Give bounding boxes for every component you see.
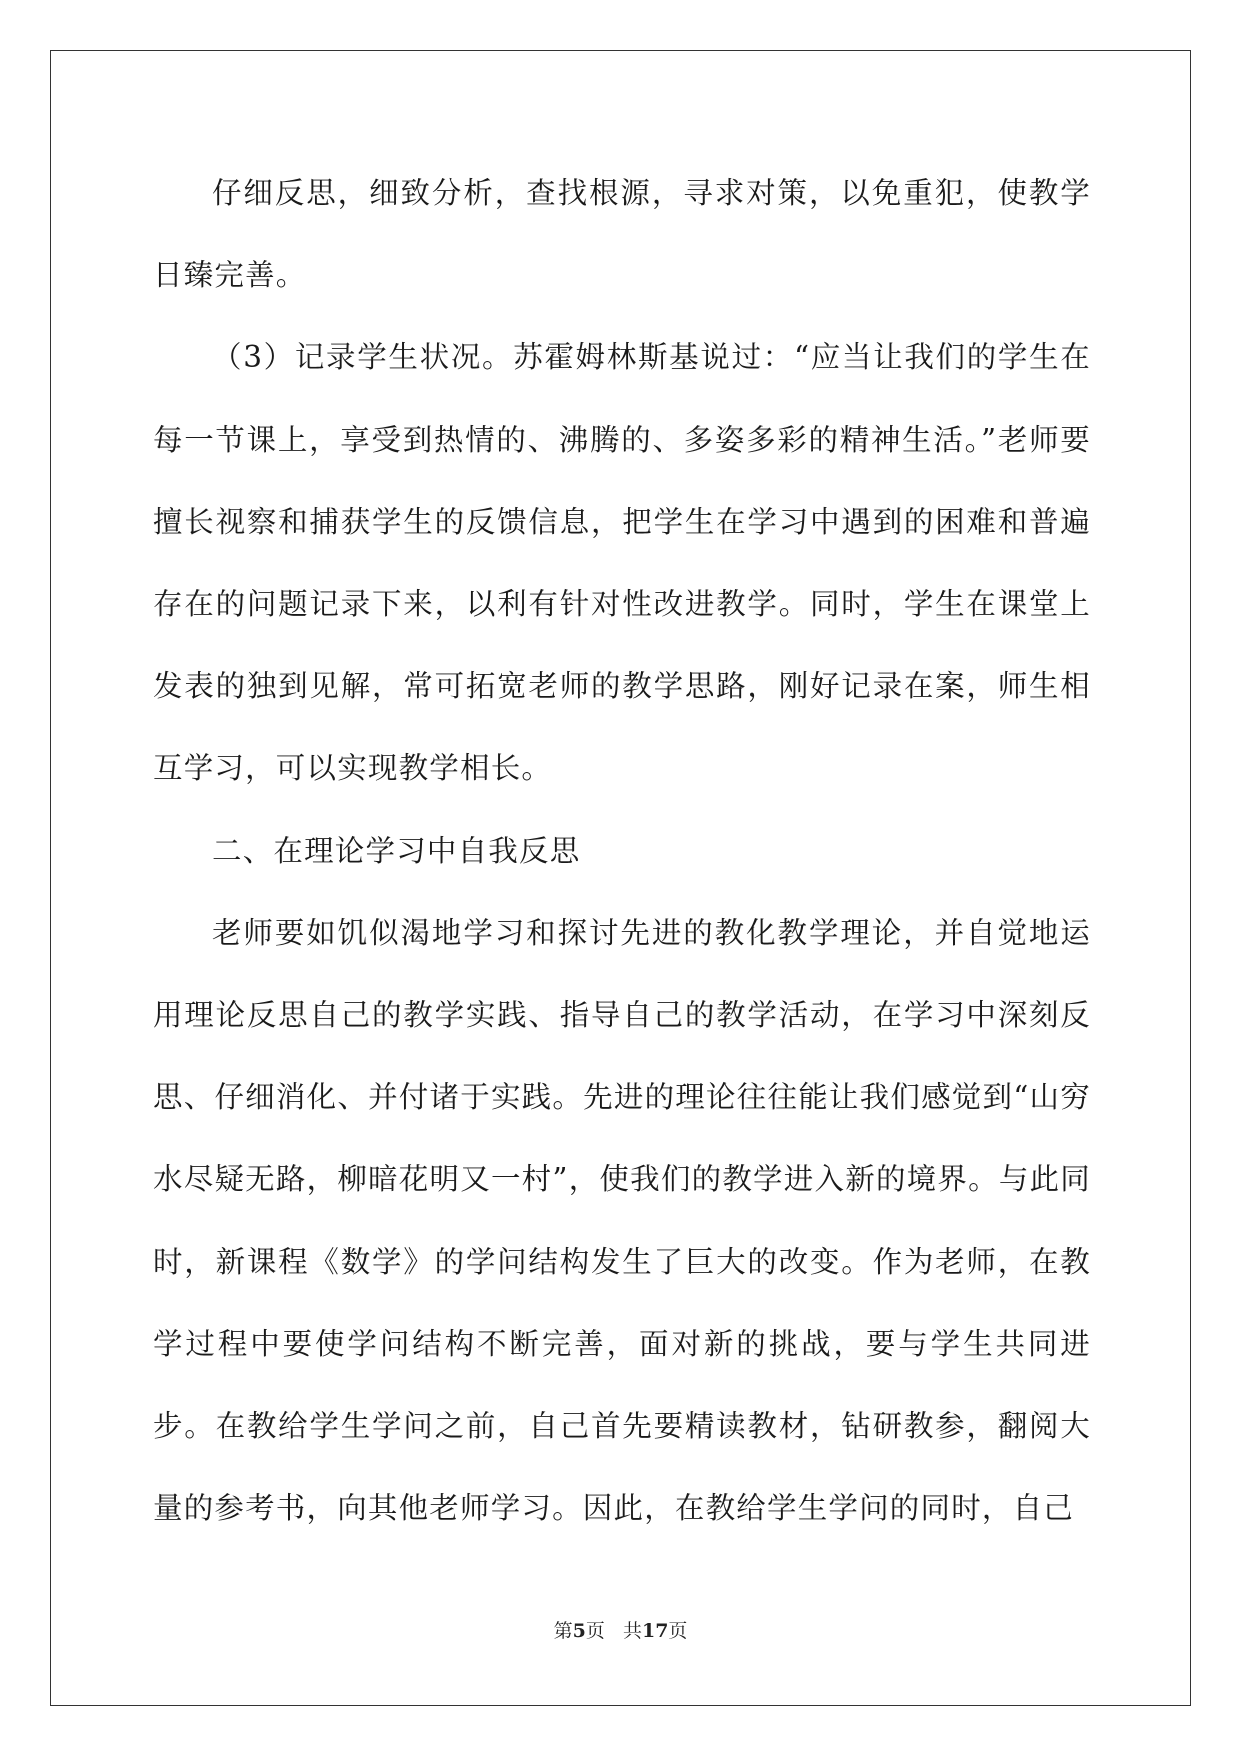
footer-total-suffix: 页 [668,1620,688,1642]
page-number-footer [0,1616,1241,1643]
current-page-number: 5 [572,1620,586,1642]
footer-prefix: 第 [553,1620,573,1642]
footer-total-prefix: 共 [622,1620,642,1642]
paragraph: （3）记录学生状况。苏霍姆林斯基说过：“应当让我们的学生在每一节课上，享受到热情的、沸腾的、多姿多彩的精神生活。”老师要擅长视察和捕获学生的反馈信息，把学生在学习中遇到的困难和普遍存在的问题记录下来，以利有针对性改进教学。同时，学生在课堂上发表的独到见解，常可拓宽老师的教学思路，刚好记录在案，师生相互学习，可以实现教学相长。 [153,340,1091,786]
footer-page-suffix: 页 [585,1620,605,1642]
document-body [153,152,1091,1549]
paragraph: 仔细反思，细致分析，查找根源，寻求对策，以免重犯，使教学日臻完善。 [153,176,1091,293]
total-page-count: 17 [641,1620,669,1642]
section-heading: 二、在理论学习中自我反思 [212,833,581,868]
paragraph: 老师要如饥似渴地学习和探讨先进的教化教学理论，并自觉地运用理论反思自己的教学实践、指导自己的教学活动，在学习中深刻反思、仔细消化、并付诸于实践。先进的理论往往能让我们感觉到“山穷水尽疑无路，柳暗花明又一村”，使我们的教学进入新的境界。与此同时，新课程《数学》的学问结构发生了巨大的改变。作为老师，在教学过程中要使学问结构不断完善，面对新的挑战，要与学生共同进步。在教给学生学问之前，自己首先要精读教材，钻研教参，翻阅大量的参考书，向其他老师学习。因此，在教给学生学问的同时，自己 [153,915,1091,1526]
